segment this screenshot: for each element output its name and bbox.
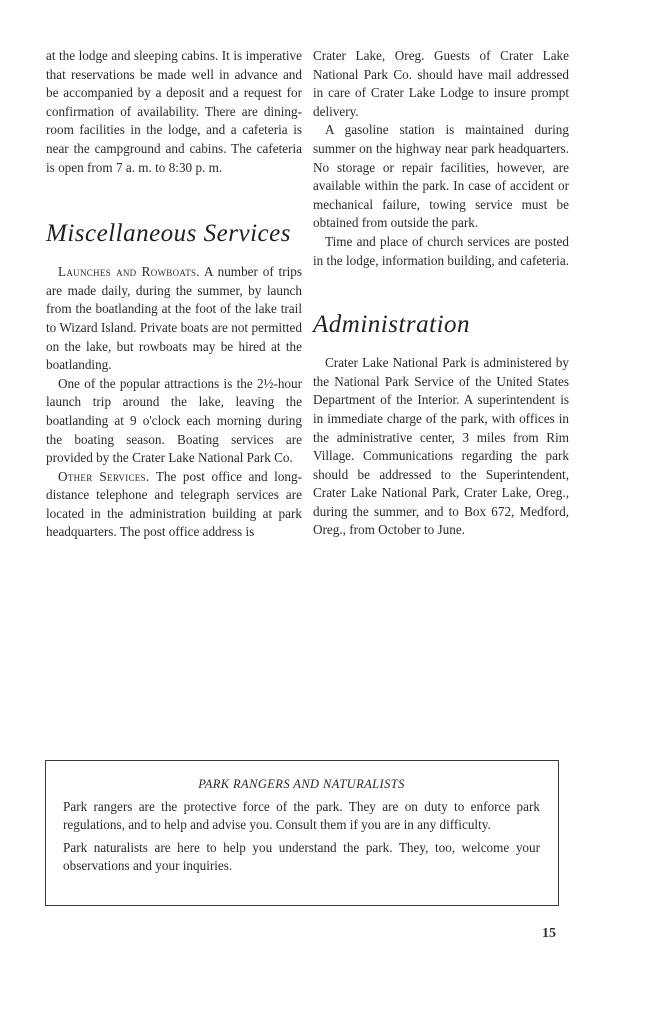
section-heading-miscellaneous-services: Miscellaneous Services	[46, 220, 291, 248]
administration-paragraph: Crater Lake National Park is administered by the National Park Service of the United States Department of the Interior. A superintendent is in immediate charge of the park, with offices in the administrative center, 3 miles from Rim Village. Communications regarding the park should be addressed to the Superintendent, Crater Lake National Park, Crater Lake, Oreg., during the summer, and to Box 672, Medford, Oreg., from October to June.	[313, 355, 569, 538]
attractions-paragraph: One of the popular attractions is the 2½-hour launch trip around the lake, leaving the boatlanding at 9 o'clock each morning during the boating season. Boating services are provided by the Crater Lake National Park Co.	[46, 375, 302, 466]
right-column	[313, 47, 569, 540]
launches-text: A number of trips are made daily, during the summer, by launch from the boatlanding at the foot of the lake trail to Wizard Island. Private boats are not permitted on the lake, but rowboats may be hired at the boatlanding.	[46, 264, 302, 373]
launches-run-in-label: Launches and Rowboats.	[58, 264, 200, 280]
launches-paragraph	[46, 263, 302, 375]
rangers-paragraph: Park rangers are the protective force of the park. They are on duty to enforce park regulations, and to help and advise you. Consult them if you are in any difficulty.	[63, 798, 540, 833]
naturalists-paragraph: Park naturalists are here to help you understand the park. They, too, welcome your observations and your inquiries.	[63, 839, 540, 874]
other-services-paragraph	[46, 468, 302, 542]
other-services-text: The post office and long-distance telephone and telegraph services are located in the administration building at park headquarters. The post office address is	[46, 468, 303, 540]
notice-box-title: PARK RANGERS AND NATURALISTS	[198, 777, 405, 791]
left-column	[46, 47, 302, 542]
church-paragraph: Time and place of church services are posted in the lodge, information building, and cafeteria.	[313, 233, 569, 268]
lodge-paragraph: at the lodge and sleeping cabins. It is imperative that reservations be made well in advance and be accompanied by a deposit and a request for confirmation of availability. There are dining-room facilities in the lodge, and a cafeteria is near the campground and cabins. The cafeteria is open from 7 a. m. to 8:30 p. m.	[46, 48, 302, 175]
gasoline-paragraph: A gasoline station is maintained during summer on the highway near park headquarters. No storage or repair facilities, however, are available within the park. In case of accident or mechanical failure, towing service must be obtained from outside the park.	[313, 122, 569, 231]
park-rangers-notice-box	[45, 760, 559, 906]
other-services-run-in-label: Other Services.	[58, 468, 150, 484]
section-heading-administration: Administration	[313, 311, 471, 339]
page-number: 15	[542, 926, 556, 941]
mail-paragraph: Crater Lake, Oreg. Guests of Crater Lake National Park Co. should have mail addressed in care of Crater Lake Lodge to insure prompt delivery.	[313, 48, 569, 119]
